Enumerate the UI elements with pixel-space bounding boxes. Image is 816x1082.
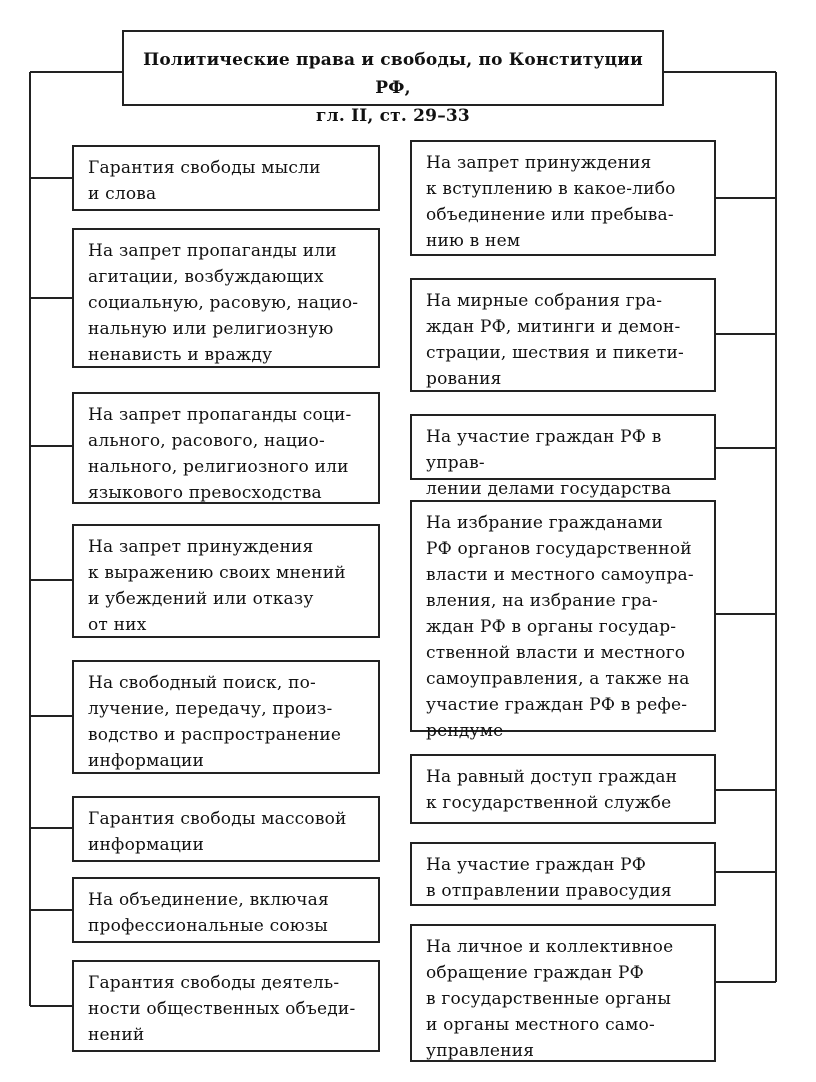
right-item-4-text: На избрание гражданами РФ органов государственной власти и местного самоупра- вления, на избрание гра- ждан РФ в органы государ- ственной власти и местного самоуправления, а также на участие граждан РФ в рефе- рендуме <box>426 513 694 741</box>
diagram-title-text: Политические права и свободы, по Конституции РФ, гл. II, ст. 29–33 <box>143 50 643 126</box>
left-item-7-text: На объединение, включая профессиональные союзы <box>88 890 329 936</box>
right-item-6 <box>410 842 716 906</box>
right-item-7 <box>410 924 716 1062</box>
left-item-2 <box>72 228 380 368</box>
right-item-5-text: На равный доступ граждан к государственной службе <box>426 767 678 813</box>
left-item-4 <box>72 524 380 638</box>
right-item-1-text: На запрет принуждения к вступлению в какое-либо объединение или пребыва- нию в нем <box>426 153 676 251</box>
right-item-2-text: На мирные собрания гра- ждан РФ, митинги и демон- страции, шествия и пикети- рования <box>426 291 684 389</box>
right-item-2 <box>410 278 716 392</box>
left-item-7 <box>72 877 380 943</box>
left-item-3-text: На запрет пропаганды соци- ального, расового, нацио- нального, религиозного или языкового превосходства <box>88 405 352 503</box>
left-item-1 <box>72 145 380 211</box>
right-item-3-text: На участие граждан РФ в управ- лении делами государства <box>426 427 672 499</box>
left-item-1-text: Гарантия свободы мысли и слова <box>88 158 321 204</box>
right-item-7-text: На личное и коллективное обращение граждан РФ в государственные органы и органы местного само- управления <box>426 937 674 1061</box>
right-item-4 <box>410 500 716 741</box>
left-item-5 <box>72 660 380 774</box>
left-item-6 <box>72 796 380 862</box>
right-item-6-text: На участие граждан РФ в отправлении правосудия <box>426 855 672 901</box>
left-item-4-text: На запрет принуждения к выражению своих мнений и убеждений или отказу от них <box>88 537 346 635</box>
left-item-8-text: Гарантия свободы деятель- ности общественных объеди- нений <box>88 973 356 1045</box>
left-item-3 <box>72 392 380 504</box>
left-item-6-text: Гарантия свободы массовой информации <box>88 809 347 855</box>
left-item-5-text: На свободный поиск, по- лучение, передачу, произ- водство и распространение информации <box>88 673 342 771</box>
left-item-8 <box>72 960 380 1052</box>
diagram-title <box>122 30 664 126</box>
left-item-2-text: На запрет пропаганды или агитации, возбуждающих социальную, расовую, нацио- нальную или религиозную ненависть и вражду <box>88 241 359 365</box>
right-item-1 <box>410 140 716 256</box>
right-item-3 <box>410 414 716 499</box>
right-item-5 <box>410 754 716 824</box>
